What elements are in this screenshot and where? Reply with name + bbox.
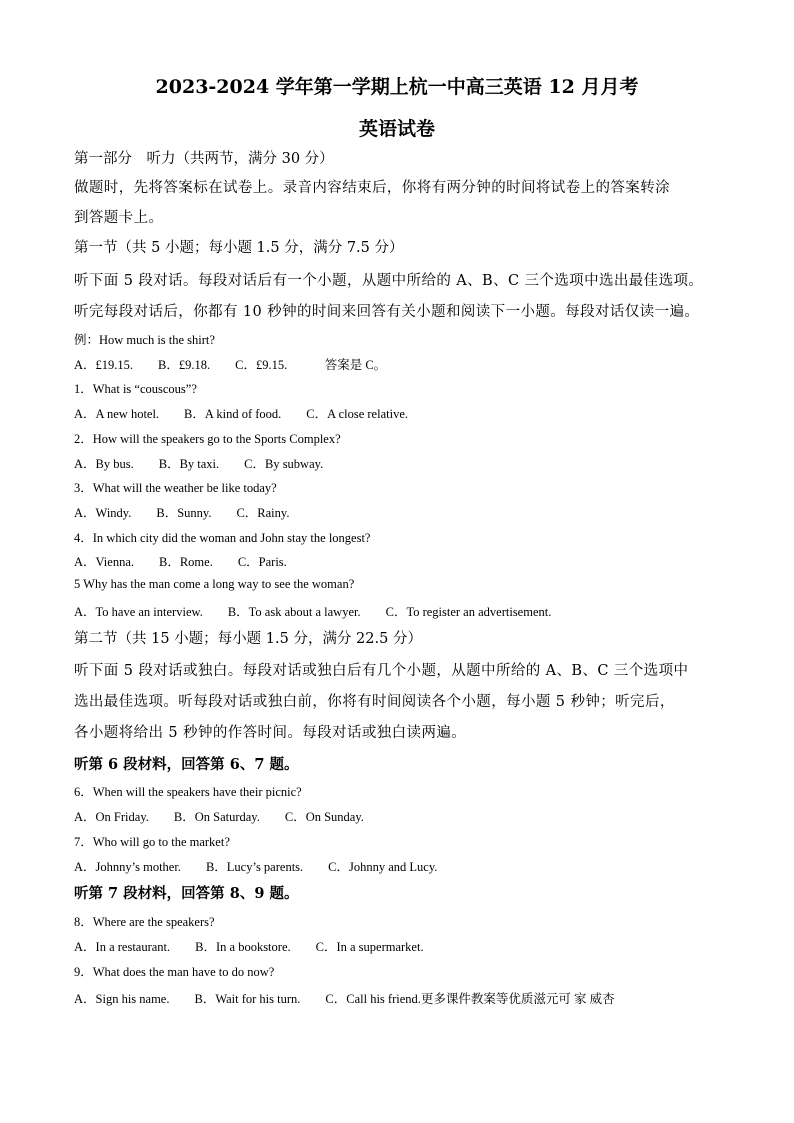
question-4-options: A．Vienna. B．Rome. C．Paris. (74, 555, 287, 569)
question-4: 4．In which city did the woman and John stay the longest? (74, 531, 371, 545)
question-5-options: A．To have an interview. B．To ask about a lawyer. C．To register an advertisement. (74, 605, 552, 619)
question-9: 9．What does the man have to do now? (74, 965, 275, 979)
section1-heading: 第一节（共 5 小题；每小题 1.5 分，满分 7.5 分） (74, 240, 404, 256)
section2-instructions-3: 各小题将给出 5 秒钟的作答时间。每段对话或独白读两遍。 (74, 725, 467, 741)
section2-heading: 第二节（共 15 小题；每小题 1.5 分，满分 22.5 分） (74, 631, 422, 647)
question-9-options: A．Sign his name. B．Wait for his turn. C．Call his friend.更多课件教案等优质滋元可 家 威杏 (74, 992, 615, 1006)
page-subtitle: 英语试卷 (358, 118, 435, 140)
question-1-options: A．A new hotel. B．A kind of food. C．A close relative. (74, 407, 408, 421)
question-7: 7．Who will go to the market? (74, 835, 230, 849)
question-6-options: A．On Friday. B．On Saturday. C．On Sunday. (74, 810, 364, 824)
section2-instructions-1: 听下面 5 段对话或独白。每段对话或独白后有几个小题，从题中所给的 A、B、C 三个选项中 (74, 663, 689, 679)
question-8: 8．Where are the speakers? (74, 915, 215, 929)
example-question: 例：How much is the shirt? (74, 333, 215, 347)
question-7-options: A．Johnny’s mother. B．Lucy’s parents. C．Johnny and Lucy. (74, 860, 438, 874)
example-options: A．£19.15. B．£9.18. C．£9.15. 答案是 C。 (74, 358, 387, 372)
question-3: 3．What will the weather be like today? (74, 481, 277, 495)
question-8-options: A．In a restaurant. B．In a bookstore. C．In a supermarket. (74, 940, 424, 954)
part1-heading: 第一部分 听力（共两节，满分 30 分） (74, 151, 334, 167)
text-7-heading: 听第 7 段材料，回答第 8、9 题。 (74, 885, 299, 902)
question-2: 2．How will the speakers go to the Sports Complex? (74, 432, 341, 446)
instructions-line-1: 做题时，先将答案标在试卷上。录音内容结束后，你将有两分钟的时间将试卷上的答案转涂 (74, 180, 670, 196)
question-6: 6．When will the speakers have their picnic? (74, 785, 302, 799)
text-6-heading: 听第 6 段材料，回答第 6、7 题。 (74, 756, 299, 773)
instructions-line-2: 到答题卡上。 (74, 210, 164, 226)
question-3-options: A．Windy. B．Sunny. C．Rainy. (74, 506, 290, 520)
question-5: 5 Why has the man come a long way to see the woman? (74, 577, 355, 591)
question-2-options: A．By bus. B．By taxi. C．By subway. (74, 457, 324, 471)
page-title: 2023-2024 学年第一学期上杭一中高三英语 12 月月考 (155, 76, 639, 98)
section2-instructions-2: 选出最佳选项。听每段对话或独白前，你将有时间阅读各个小题，每小题 5 秒钟；听完后， (74, 694, 675, 710)
section1-instructions-1: 听下面 5 段对话。每段对话后有一个小题，从题中所给的 A、B、C 三个选项中选出最佳选项。 (74, 273, 704, 289)
question-1: 1．What is “couscous”? (74, 382, 197, 396)
section1-instructions-2: 听完每段对话后，你都有 10 秒钟的时间来回答有关小题和阅读下一小题。每段对话仅读一遍。 (74, 304, 700, 320)
